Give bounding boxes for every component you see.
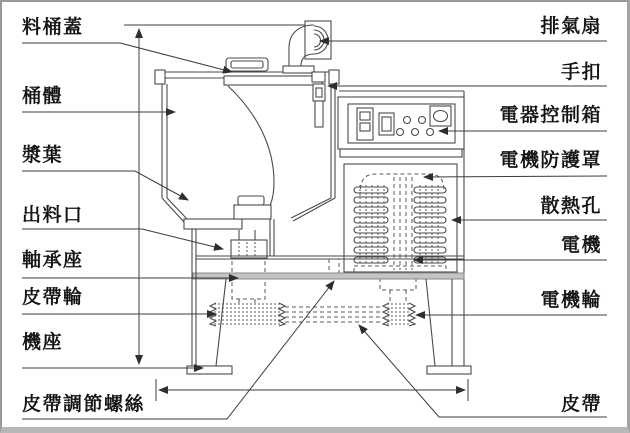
label-outlet: 出料口 <box>22 204 84 226</box>
label-barrel: 桶體 <box>22 85 64 107</box>
label-motor-pulley: 電機輪 <box>540 289 602 311</box>
control-box <box>338 97 464 157</box>
label-base: 機座 <box>22 331 64 353</box>
label-belt: 皮帶 <box>560 393 602 415</box>
belt-drive <box>210 259 415 326</box>
machine-diagram-drawing <box>2 2 630 433</box>
label-motor-cover: 電機防護罩 <box>499 149 602 171</box>
motor <box>354 174 446 303</box>
label-lid: 料桶蓋 <box>22 16 84 38</box>
label-belt-pulley: 皮帶輪 <box>22 286 84 308</box>
label-hand-clasp: 手扣 <box>560 61 602 83</box>
hand-clasp <box>312 72 325 127</box>
label-exhaust-fan: 排氣扇 <box>540 15 602 37</box>
label-vent-holes: 散熱孔 <box>540 195 602 217</box>
label-bearing-seat: 軸承座 <box>22 249 84 271</box>
exhaust-fan-elbow <box>283 21 331 73</box>
barrel-body <box>155 70 339 258</box>
machine-frame <box>187 229 471 374</box>
label-paddle: 漿葉 <box>22 144 64 166</box>
label-motor: 電機 <box>560 234 602 256</box>
label-belt-adjust-screw: 皮帶調節螺絲 <box>22 393 146 415</box>
label-control-box: 電器控制箱 <box>499 104 602 126</box>
